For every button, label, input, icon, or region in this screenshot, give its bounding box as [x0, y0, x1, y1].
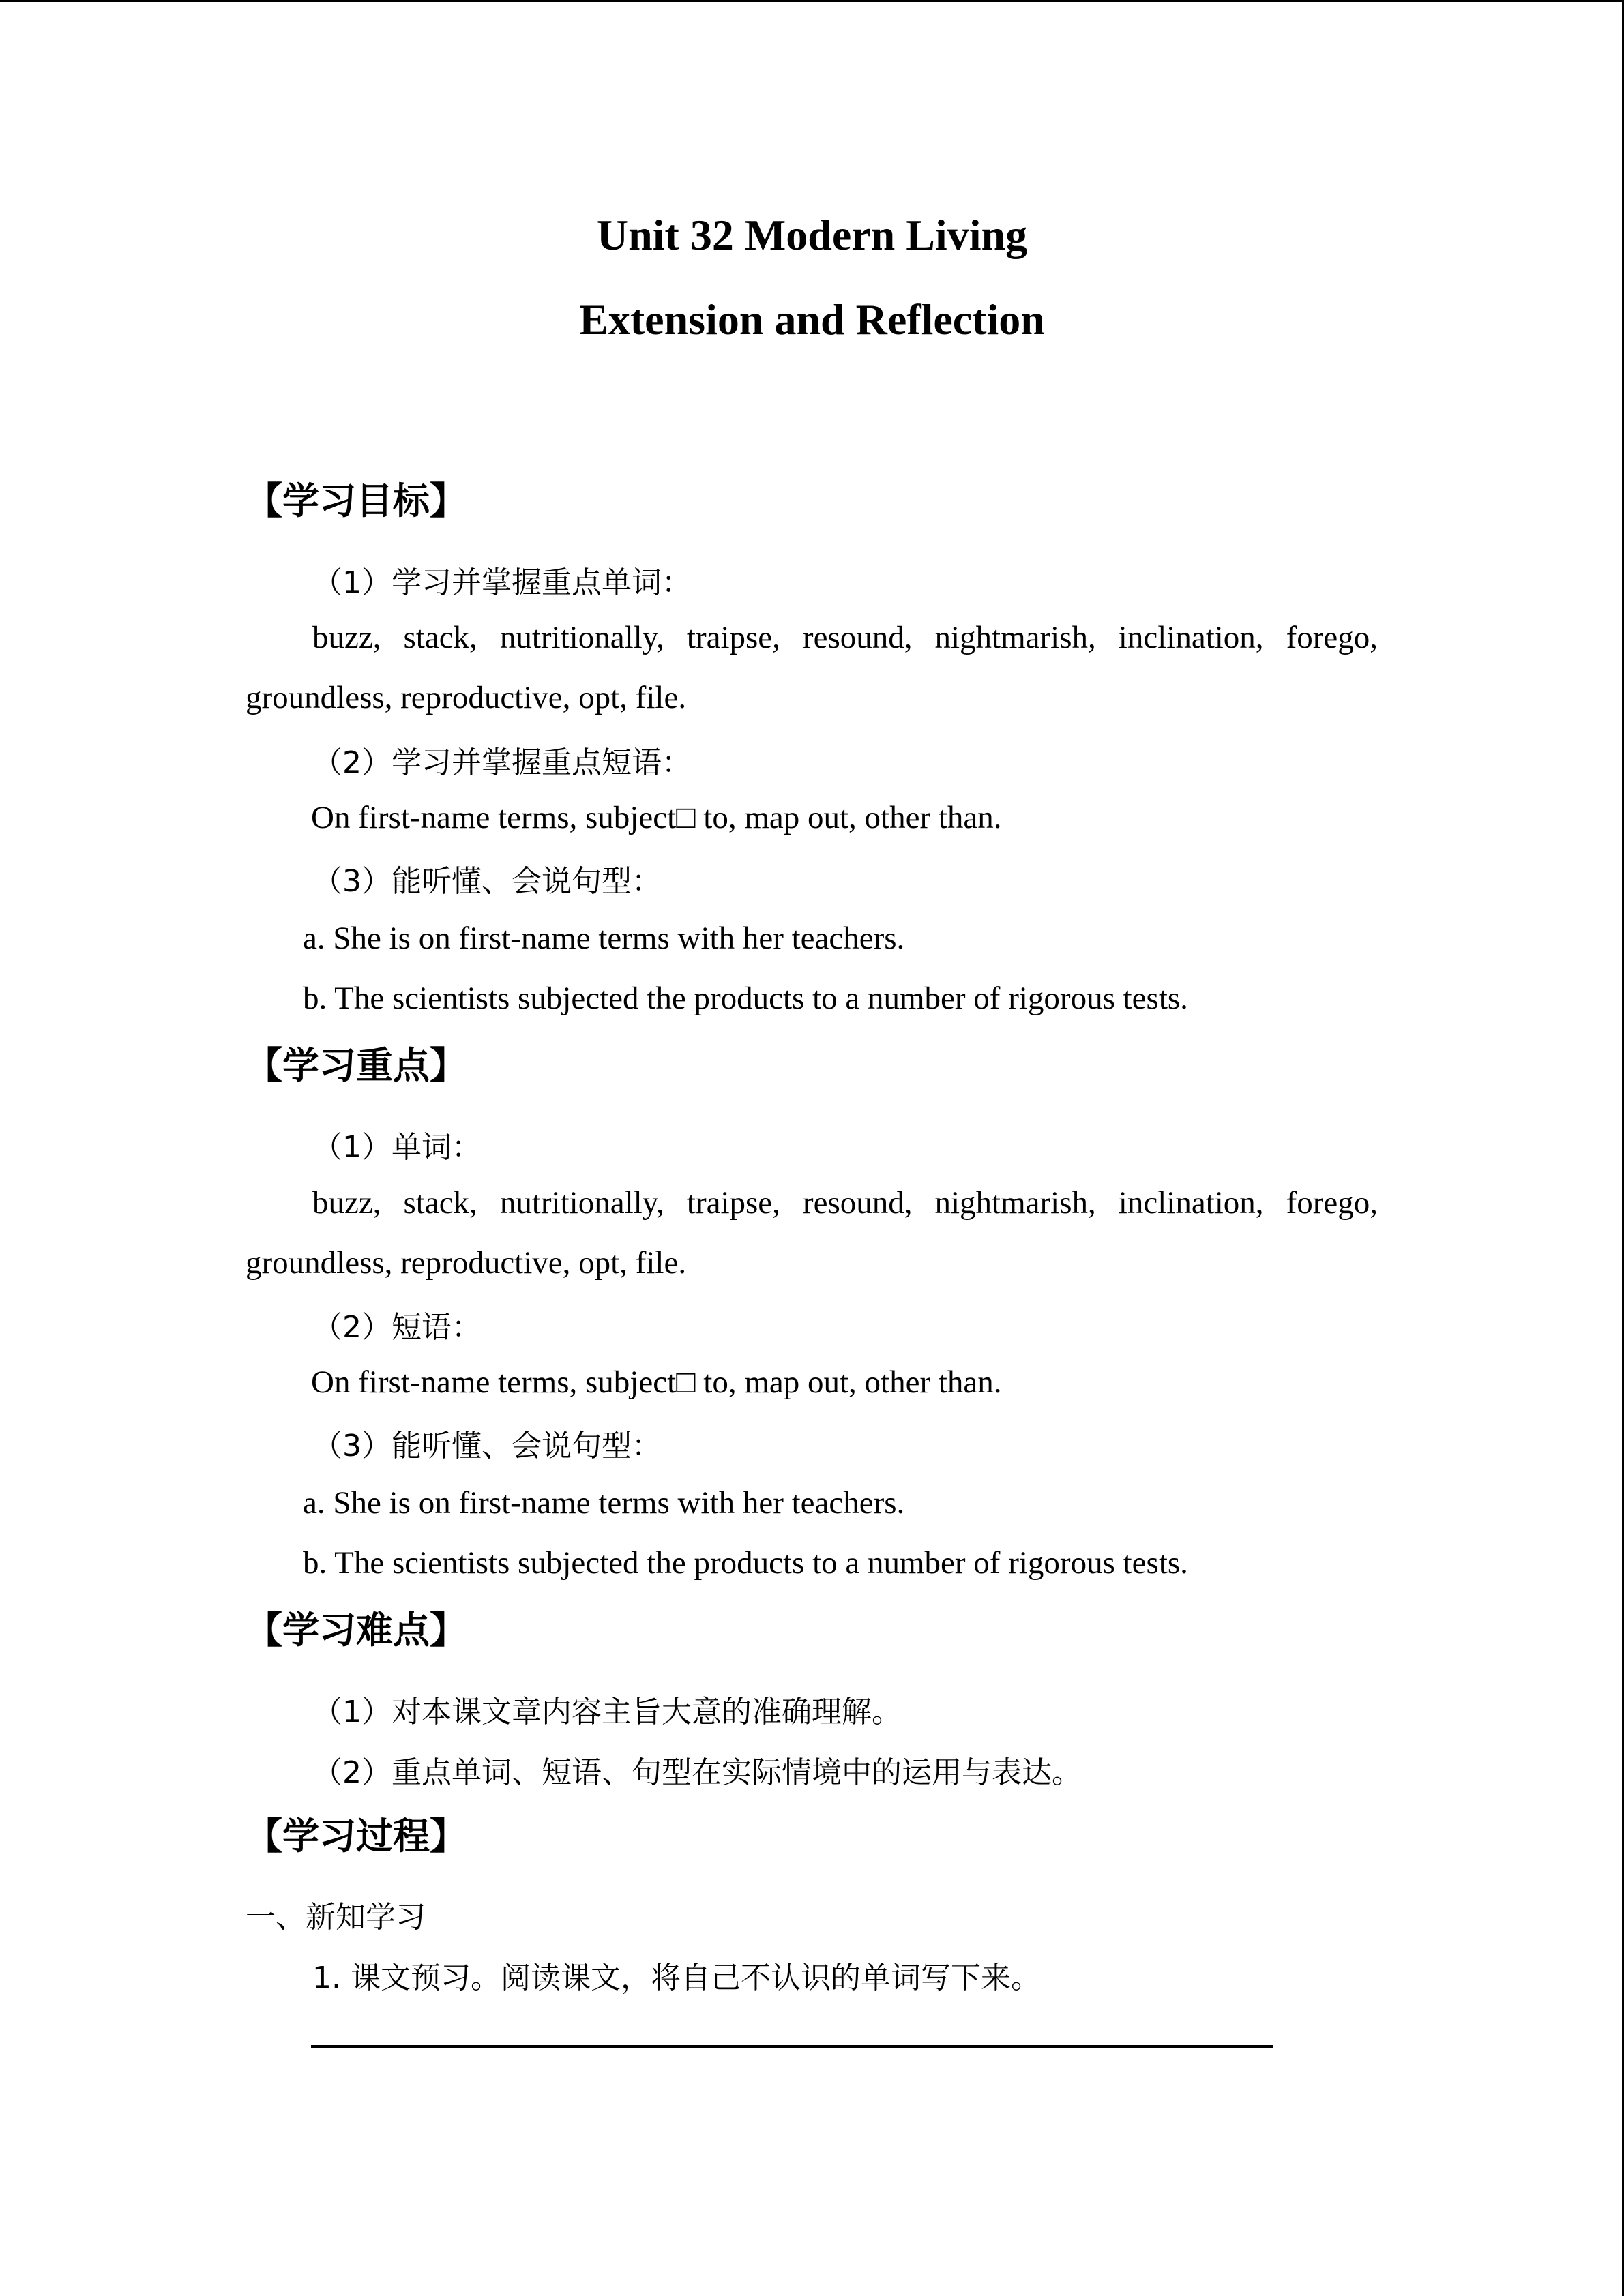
key-points-sentence-a: a. She is on first-name terms with her teachers. — [303, 1485, 905, 1521]
section-heading-key-points: 【学习重点】 — [246, 1044, 467, 1087]
key-points-item1-label: （1）单词： — [312, 1130, 482, 1165]
objectives-phrases: On first-name terms, subject□ to, map out, other than. — [311, 800, 1002, 835]
key-points-item2-label: （2）短语： — [312, 1310, 482, 1345]
objectives-item2-label: （2）学习并掌握重点短语： — [312, 745, 692, 780]
process-section1-heading: 一、新知学习 — [246, 1900, 426, 1935]
page-border-top — [0, 0, 1624, 2]
key-points-words-line2: groundless, reproductive, opt, file. — [246, 1245, 687, 1281]
key-points-sentence-b: b. The scientists subjected the products to a number of rigorous tests. — [303, 1545, 1188, 1581]
key-points-phrases: On first-name terms, subject□ to, map out, other than. — [311, 1365, 1002, 1400]
objectives-words-line2: groundless, reproductive, opt, file. — [246, 680, 687, 715]
objectives-item3-label: （3）能听懂、会说句型： — [312, 864, 662, 899]
section-heading-process: 【学习过程】 — [246, 1815, 467, 1858]
key-points-words-line1: buzz, stack, nutritionally, traipse, resound, nightmarish, inclination, forego, — [312, 1185, 1378, 1221]
section-heading-objectives: 【学习目标】 — [246, 479, 467, 522]
process-step1: 1. 课文预习。阅读课文，将自己不认识的单词写下来。 — [312, 1960, 1041, 1995]
objectives-words-line1: buzz, stack, nutritionally, traipse, resound, nightmarish, inclination, forego, — [312, 620, 1378, 655]
objectives-sentence-b: b. The scientists subjected the products to a number of rigorous tests. — [303, 981, 1188, 1016]
section-heading-difficulties: 【学习难点】 — [246, 1609, 467, 1652]
objectives-sentence-a: a. She is on first-name terms with her teachers. — [303, 921, 905, 956]
page-title: Unit 32 Modern Living — [596, 211, 1028, 259]
objectives-item1-label: （1）学习并掌握重点单词： — [312, 565, 692, 600]
difficulties-item1: （1）对本课文章内容主旨大意的准确理解。 — [312, 1695, 902, 1729]
answer-blank-line[interactable] — [311, 2045, 1273, 2048]
key-points-item3-label: （3）能听懂、会说句型： — [312, 1429, 662, 1463]
page-subtitle: Extension and Reflection — [579, 295, 1045, 344]
difficulties-item2: （2）重点单词、短语、句型在实际情境中的运用与表达。 — [312, 1755, 1082, 1790]
